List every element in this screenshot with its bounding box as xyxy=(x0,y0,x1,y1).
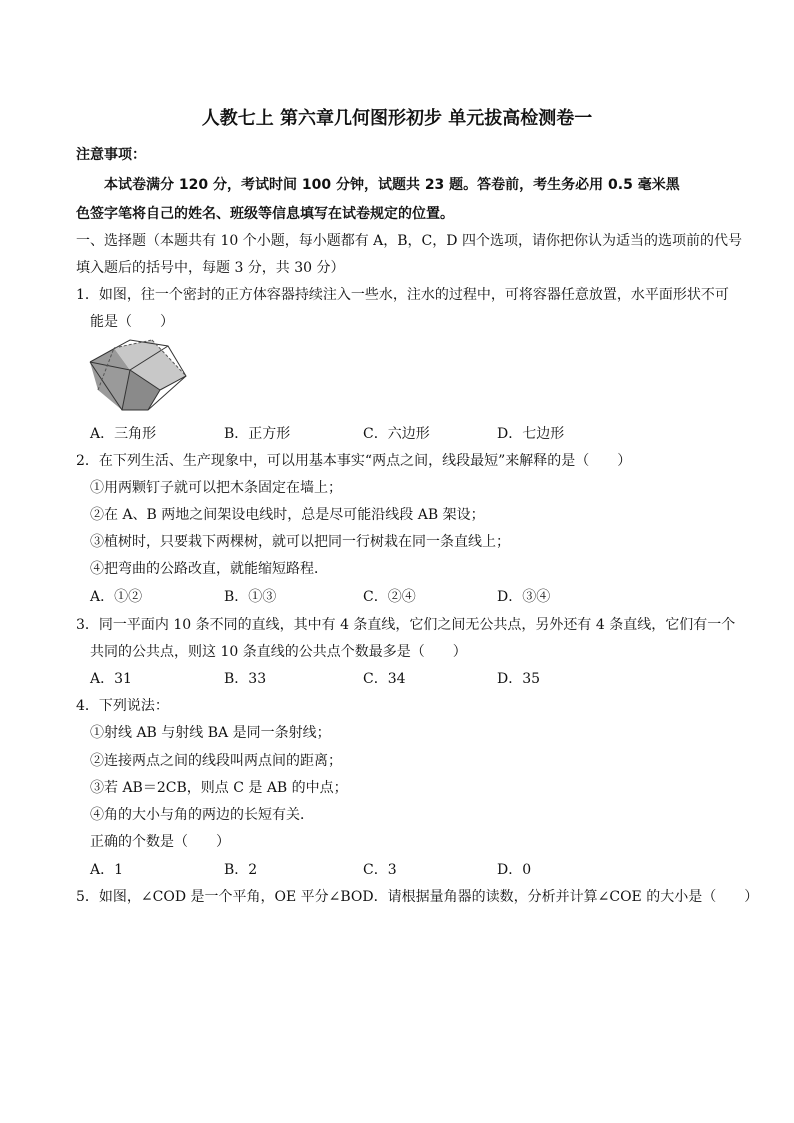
section1-line-2: 填入题后的括号中，每题 3 分，共 30 分） xyxy=(76,260,345,276)
q3-stem-line-1: 3．同一平面内 10 条不同的直线，其中有 4 条直线，它们之间无公共点，另外还有 4 条直线，它们有一个 xyxy=(76,617,736,633)
q4-option-b: B．2 xyxy=(224,862,258,878)
q2-option-a: A．①② xyxy=(90,589,143,605)
q2-stem: 2．在下列生活、生产现象中，可以用基本事实“两点之间，线段最短”来解释的是（ ） xyxy=(76,453,632,469)
notice-heading: 注意事项： xyxy=(76,147,146,163)
q4-option-d: D．0 xyxy=(497,862,532,878)
q2-option-b: B．①③ xyxy=(224,589,277,605)
cube-water-figure xyxy=(86,336,190,416)
q4-option-c: C．3 xyxy=(363,862,397,878)
q1-option-a: A．三角形 xyxy=(90,426,157,442)
page-title: 人教七上 第六章几何图形初步 单元拔高检测卷一 xyxy=(201,108,593,129)
q3-stem-line-2: 共同的公共点，则这 10 条直线的公共点个数最多是（ ） xyxy=(90,644,467,660)
q2-option-d: D．③④ xyxy=(497,589,551,605)
q5-stem: 5．如图，∠COD 是一个平角，OE 平分∠BOD．请根据量角器的读数，分析并计算∠COE 的大小是（ ） xyxy=(76,889,759,905)
q1-stem-line-1: 1．如图，往一个密封的正方体容器持续注入一些水，注水的过程中，可将容器任意放置，水平面形状不可 xyxy=(76,287,729,303)
q1-option-b: B．正方形 xyxy=(224,426,291,442)
q2-item-3: ③植树时，只要栽下两棵树，就可以把同一行树栽在同一条直线上； xyxy=(90,534,510,550)
q2-item-1: ①用两颗钉子就可以把木条固定在墙上； xyxy=(90,480,342,496)
q4-item-4: ④角的大小与角的两边的长短有关． xyxy=(90,807,314,823)
q1-stem-line-2: 能是（ ） xyxy=(90,314,174,330)
section1-line-1: 一、选择题（本题共有 10 个小题，每小题都有 A，B，C，D 四个选项，请你把你认为适当的选项前的代号 xyxy=(76,233,742,249)
q4-stem: 4．下列说法： xyxy=(76,698,169,714)
q1-option-d: D．七边形 xyxy=(497,426,565,442)
notice-line-1: 本试卷满分 120 分，考试时间 100 分钟，试题共 23 题。答卷前，考生务必用 0.5 毫米黑 xyxy=(104,177,680,193)
q2-item-4: ④把弯曲的公路改直，就能缩短路程． xyxy=(90,561,328,577)
q3-option-b: B．33 xyxy=(224,671,267,687)
q4-item-1: ①射线 AB 与射线 BA 是同一条射线； xyxy=(90,725,331,741)
q4-prompt: 正确的个数是（ ） xyxy=(90,834,230,850)
q1-option-c: C．六边形 xyxy=(363,426,430,442)
q4-item-2: ②连接两点之间的线段叫两点间的距离； xyxy=(90,753,342,769)
q4-option-a: A．1 xyxy=(90,862,124,878)
q3-option-c: C．34 xyxy=(363,671,406,687)
q2-option-c: C．②④ xyxy=(363,589,416,605)
notice-line-2: 色签字笔将自己的姓名、班级等信息填写在试卷规定的位置。 xyxy=(76,206,454,222)
q3-option-a: A．31 xyxy=(90,671,132,687)
q4-item-3: ③若 AB＝2CB，则点 C 是 AB 的中点； xyxy=(90,780,348,796)
q3-option-d: D．35 xyxy=(497,671,541,687)
q2-item-2: ②在 A、B 两地之间架设电线时，总是尽可能沿线段 AB 架设； xyxy=(90,507,485,523)
